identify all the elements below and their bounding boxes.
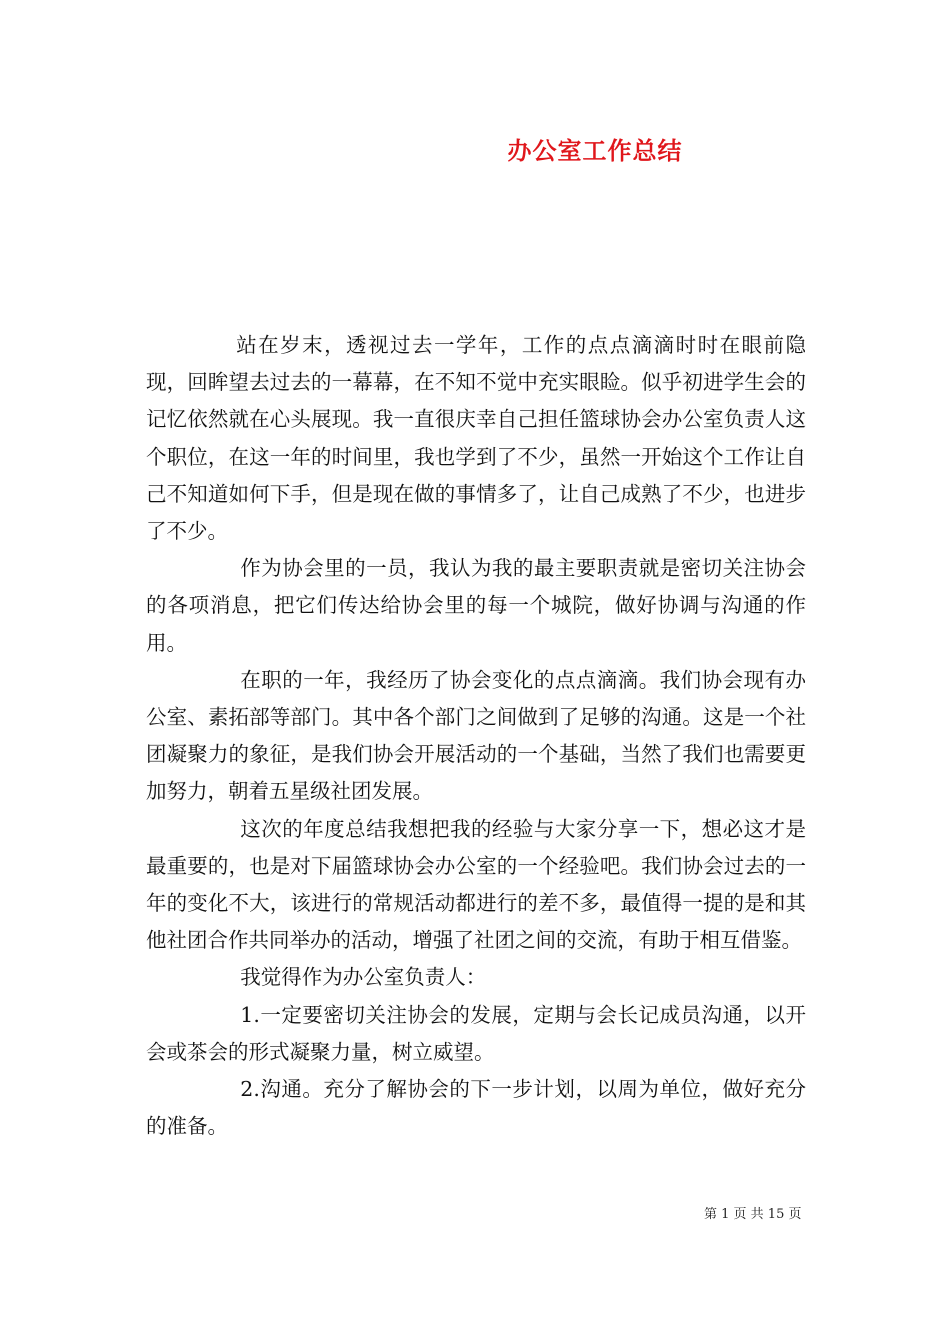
paragraph: 我觉得作为办公室负责人： (240, 965, 487, 990)
document-body (146, 327, 806, 1145)
list-item: 2.沟通。充分了解协会的下一步计划，以周为单位，做好充分的准备。 (146, 1077, 806, 1139)
paragraph: 作为协会里的一员，我认为我的最主要职责就是密切关注协会的各项消息，把它们传达给协会里的每一个城院，做好协调与沟通的作用。 (146, 556, 806, 655)
paragraph: 站在岁末，透视过去一学年，工作的点点滴滴时时在眼前隐现，回眸望去过去的一幕幕，在不知不觉中充实眼睑。似乎初进学生会的记忆依然就在心头展现。我一直很庆幸自己担任篮球协会办公室负责人这个职位，在这一年的时间里，我也学到了不少，虽然一开始这个工作让自己不知道如何下手，但是现在做的事情多了，让自己成熟了不少，也进步了不少。 (146, 333, 806, 544)
paragraph: 这次的年度总结我想把我的经验与大家分享一下，想必这才是最重要的，也是对下届篮球协会办公室的一个经验吧。我们协会过去的一年的变化不大，该进行的常规活动都进行的差不多，最值得一提的是和其他社团合作共同举办的活动，增强了社团之间的交流，有助于相互借鉴。 (146, 816, 806, 953)
list-item: 1.一定要密切关注协会的发展，定期与会长记成员沟通，以开会或茶会的形式凝聚力量，树立威望。 (146, 1002, 806, 1064)
paragraph: 在职的一年，我经历了协会变化的点点滴滴。我们协会现有办公室、素拓部等部门。其中各个部门之间做到了足够的沟通。这是一个社团凝聚力的象征，是我们协会开展活动的一个基础，当然了我们也需要更加努力，朝着五星级社团发展。 (146, 667, 806, 804)
page-number: 第 1 页 共 15 页 (704, 1207, 802, 1222)
document-title: 办公室工作总结 (507, 136, 683, 165)
